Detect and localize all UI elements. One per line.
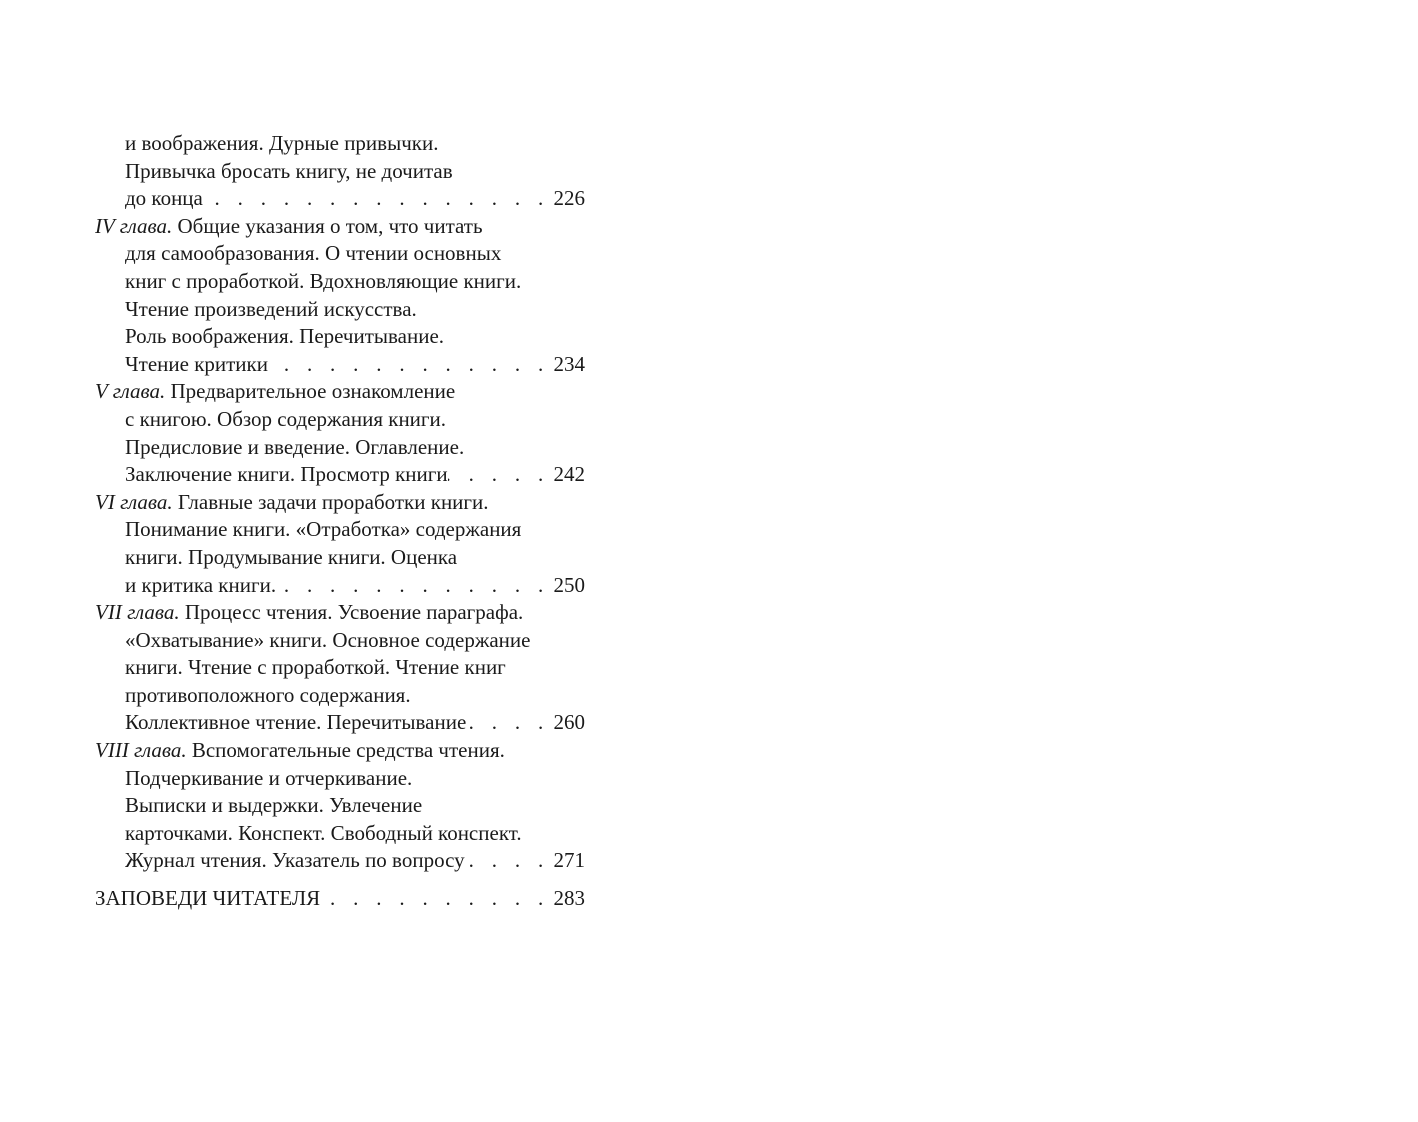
dot-leader bbox=[276, 572, 553, 600]
page-number: 234 bbox=[553, 351, 585, 376]
toc-text: книг с проработкой. Вдохновляющие книги. bbox=[125, 268, 522, 293]
dot-leader bbox=[268, 351, 554, 379]
toc-entry-end bbox=[95, 351, 585, 379]
toc-text: Процесс чтения. Усвоение параграфа. bbox=[184, 600, 524, 625]
toc-line bbox=[95, 765, 585, 793]
toc-text: «Охватывание» книги. Основное содержание bbox=[125, 627, 531, 652]
toc-chapter-viii bbox=[95, 737, 585, 765]
toc-line bbox=[95, 406, 585, 434]
toc-line bbox=[95, 654, 585, 682]
toc-text: книги. Продумывание книги. Оценка bbox=[125, 544, 458, 569]
toc-line bbox=[95, 682, 585, 710]
toc-text: Предварительное ознакомление bbox=[170, 379, 456, 404]
toc-line bbox=[95, 240, 585, 268]
page-number: 283 bbox=[553, 886, 585, 911]
toc-entry-end bbox=[95, 709, 585, 737]
toc-entry-end bbox=[95, 572, 585, 600]
chapter-label: V глава. bbox=[95, 379, 166, 404]
page-number: 250 bbox=[553, 572, 585, 597]
toc-text: карточками. Конспект. Свободный конспект. bbox=[125, 820, 522, 845]
toc-text: Чтение произведений искусства. bbox=[125, 296, 417, 321]
page-number: 226 bbox=[553, 186, 585, 211]
chapter-label: VIII глава. bbox=[95, 738, 187, 763]
toc-entry-end bbox=[95, 185, 585, 213]
toc-entry-end bbox=[95, 461, 585, 489]
toc-chapter-vii bbox=[95, 599, 585, 627]
toc-text: Привычка бросать книгу, не дочитав bbox=[125, 158, 453, 183]
toc-chapter-v bbox=[95, 378, 585, 406]
toc-text: Заключение книги. Просмотр книги bbox=[125, 462, 448, 487]
toc-text: противоположного содержания. bbox=[125, 682, 411, 707]
toc-text: Выписки и выдержки. Увлечение bbox=[125, 793, 423, 818]
toc-line bbox=[95, 130, 585, 158]
toc-line bbox=[95, 627, 585, 655]
chapter-label: VII глава. bbox=[95, 600, 180, 625]
toc-text: Предисловие и введение. Оглавление. bbox=[125, 434, 465, 459]
toc-text: Чтение критики bbox=[125, 351, 268, 376]
dot-leader bbox=[448, 461, 554, 489]
toc-line bbox=[95, 434, 585, 462]
toc-entry-end bbox=[95, 847, 585, 875]
page-number: 260 bbox=[553, 710, 585, 735]
toc-line bbox=[95, 158, 585, 186]
spacer bbox=[95, 875, 585, 885]
dot-leader bbox=[465, 847, 554, 875]
toc-line bbox=[95, 516, 585, 544]
table-of-contents bbox=[95, 130, 585, 913]
toc-text: и критика книги. bbox=[125, 572, 277, 597]
chapter-label: VI глава. bbox=[95, 489, 173, 514]
page-number: 271 bbox=[553, 848, 585, 873]
toc-text: Главные задачи проработки книги. bbox=[177, 489, 489, 514]
toc-text: до конца bbox=[125, 186, 203, 211]
toc-line bbox=[95, 296, 585, 324]
toc-line bbox=[95, 544, 585, 572]
dot-leader bbox=[320, 885, 553, 913]
toc-text: Вспомогательные средства чтения. bbox=[191, 738, 505, 763]
toc-text: с книгою. Обзор содержания книги. bbox=[125, 406, 447, 431]
toc-text: Журнал чтения. Указатель по вопросу bbox=[125, 848, 465, 873]
toc-chapter-vi bbox=[95, 489, 585, 517]
toc-text: Общие указания о том, что читать bbox=[177, 213, 483, 238]
toc-text: Коллективное чтение. Перечитывание bbox=[125, 710, 467, 735]
toc-line bbox=[95, 820, 585, 848]
toc-text: ЗАПОВЕДИ ЧИТАТЕЛЯ bbox=[95, 886, 321, 911]
toc-text: для самообразования. О чтении основных bbox=[125, 241, 502, 266]
dot-leader bbox=[203, 185, 554, 213]
toc-text: книги. Чтение с проработкой. Чтение книг bbox=[125, 655, 506, 680]
chapter-label: IV глава. bbox=[95, 213, 173, 238]
toc-line bbox=[95, 268, 585, 296]
toc-line bbox=[95, 323, 585, 351]
toc-chapter-iv bbox=[95, 213, 585, 241]
toc-entry-commandments bbox=[95, 885, 585, 913]
toc-text: Понимание книги. «Отработка» содержания bbox=[125, 517, 522, 542]
toc-text: Роль воображения. Перечитывание. bbox=[125, 324, 445, 349]
dot-leader bbox=[466, 709, 553, 737]
toc-text: Подчеркивание и отчеркивание. bbox=[125, 765, 413, 790]
toc-line bbox=[95, 792, 585, 820]
page-number: 242 bbox=[553, 462, 585, 487]
toc-text: и воображения. Дурные привычки. bbox=[125, 131, 439, 155]
